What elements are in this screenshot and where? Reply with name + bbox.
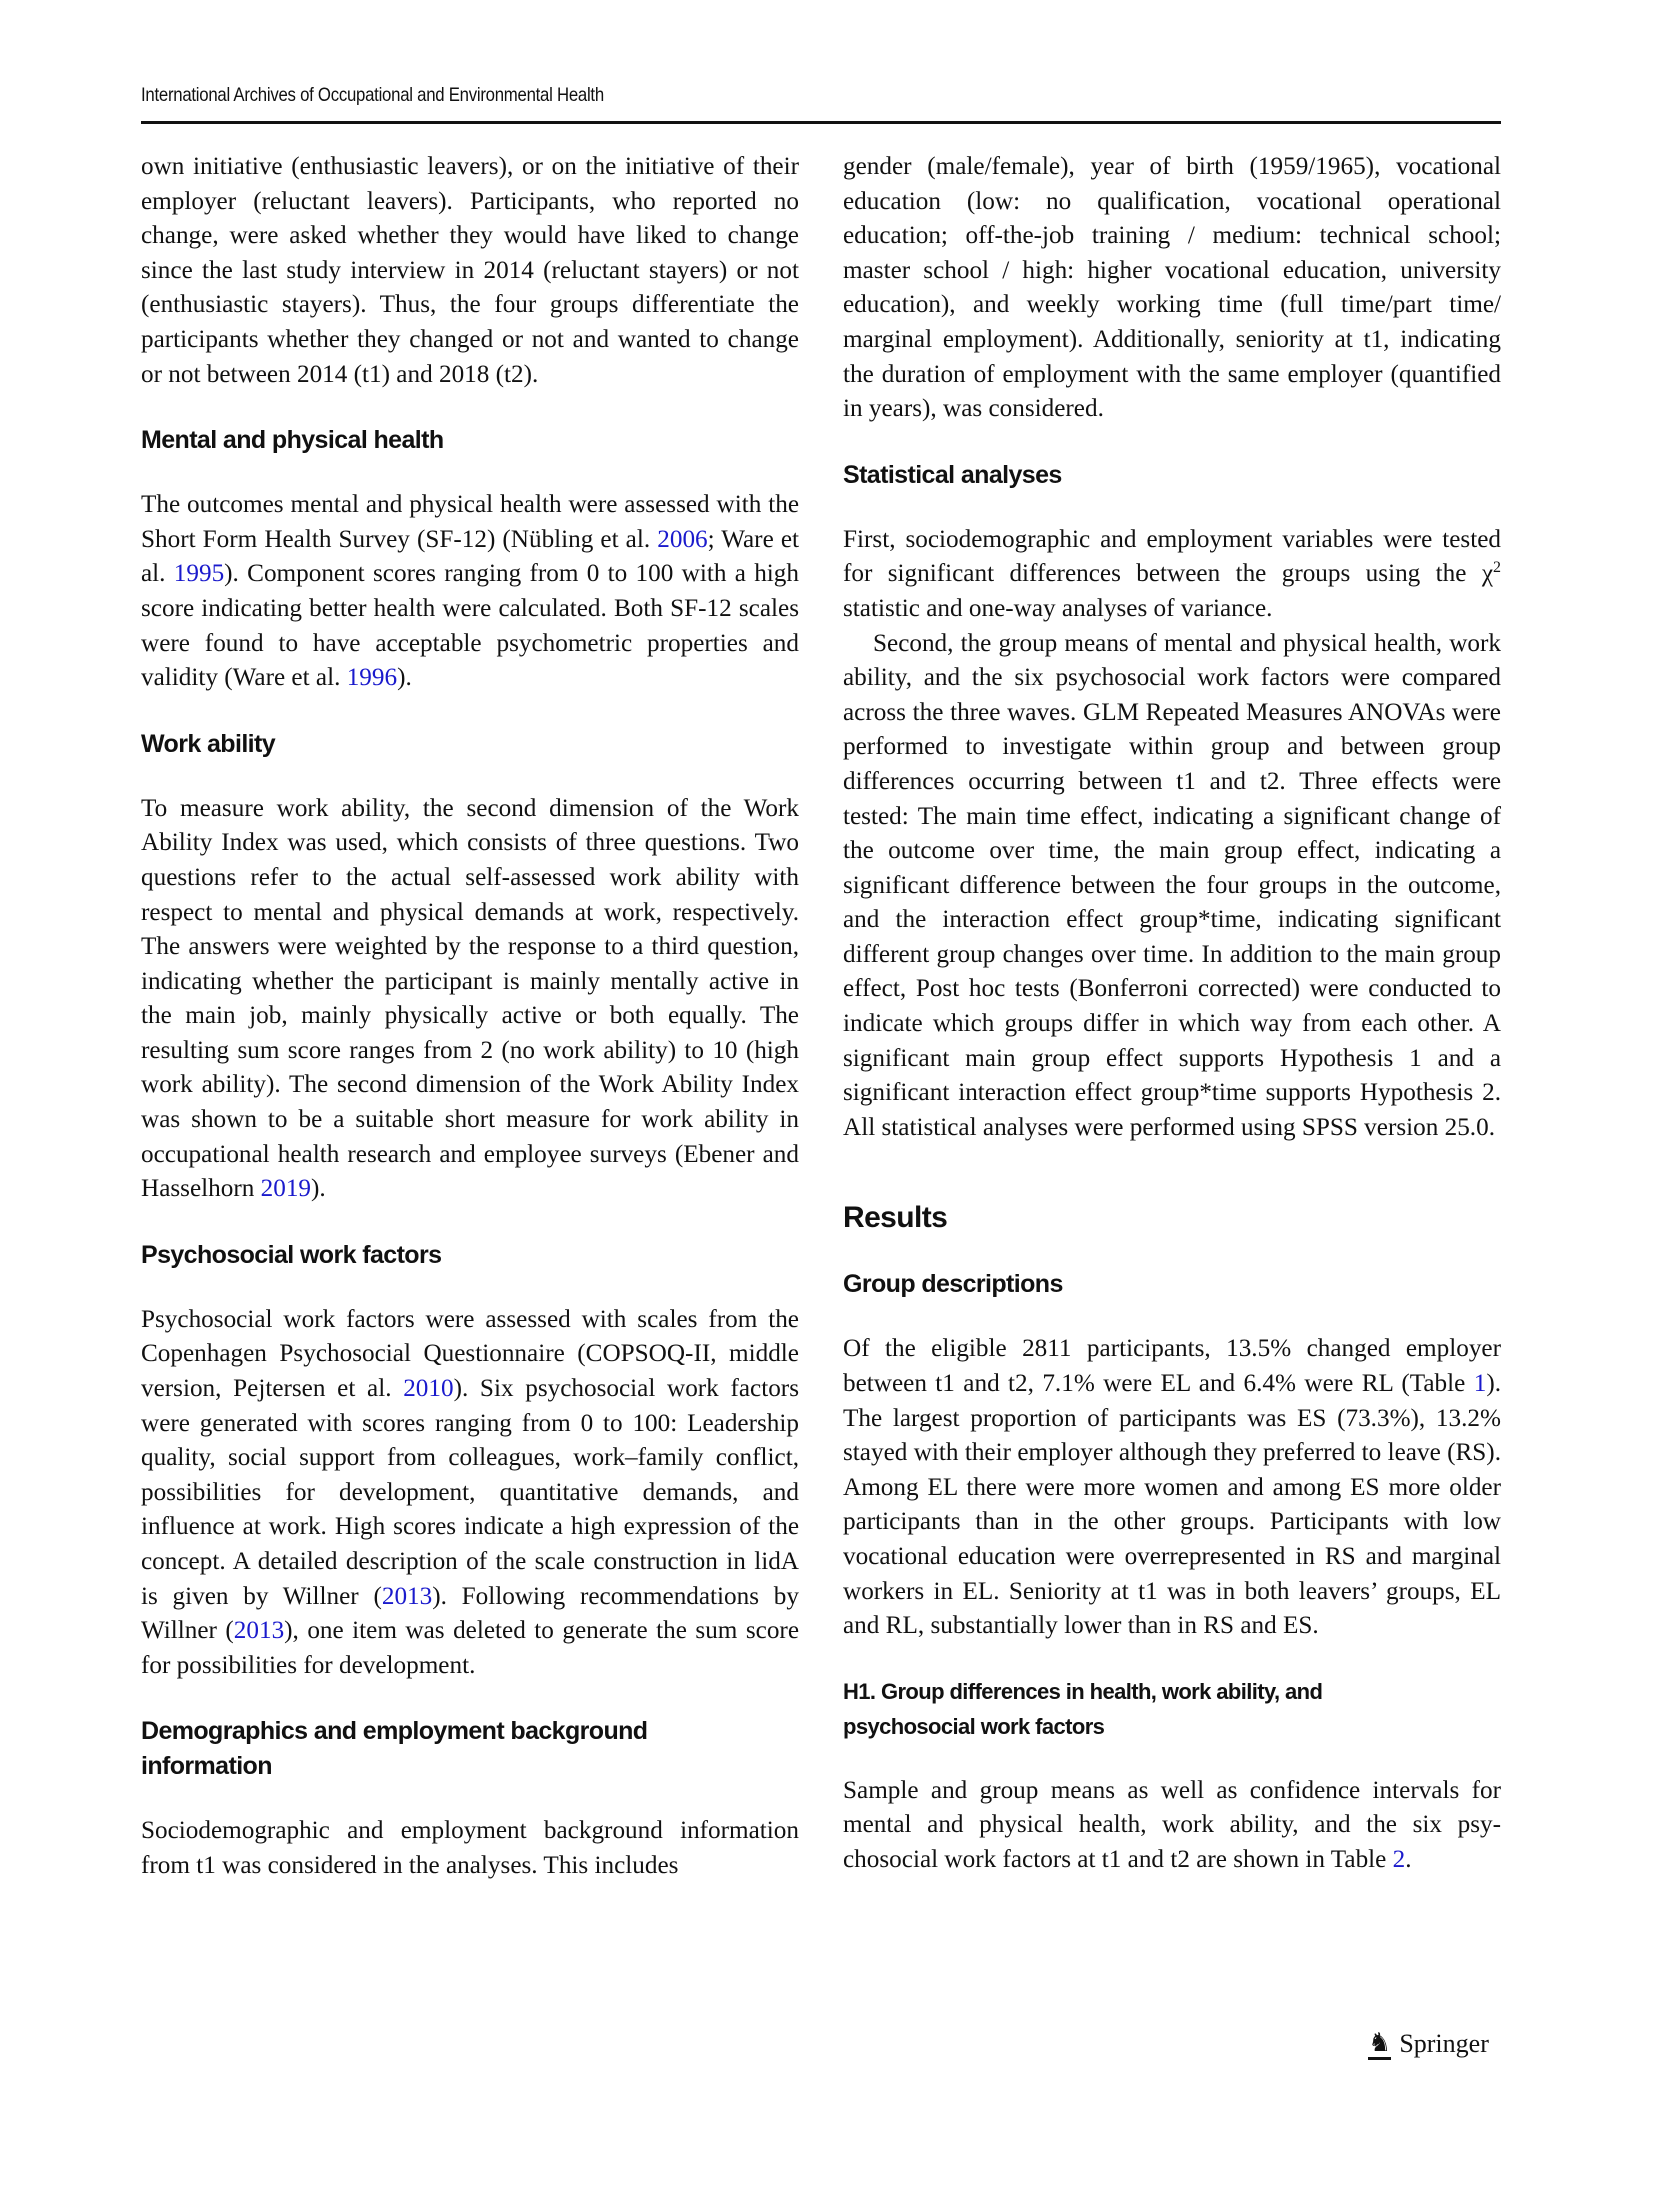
publisher-logo: [1368, 2024, 1489, 2064]
paragraph-demographics-continued: gender (male/female), year of birth (1959/1965), vocational education (low: no qualification, vocational operational education; off-the-job training / medium: technical school; master school / high: higher vocational education, university education), and weekly working time (full time/part time/ marginal employment). Additionally, seniority at t1, indicating the duration of employment with the same employer (quantified in years), was considered.: [843, 153, 1501, 423]
citation-link[interactable]: 1996: [346, 664, 398, 692]
text: ; Ware et al.: [141, 525, 799, 588]
text: Psychosocial work factors were assessed with scales from the Copenhagen Psychosocial Questionnaire (COPSOQ-II, middle version, Pejtersen et al.: [141, 1305, 799, 1403]
table-link[interactable]: 1: [1473, 1370, 1487, 1398]
text: Of the eligible 2811 participants, 13.5% changed employer between t1 and t2, 7.1% were EL and 6.4% were RL (Table: [843, 1335, 1501, 1398]
text: ). The largest proportion of participants was ES (73.3%), 13.2% stayed with their employer although they preferred to leave (RS). Among EL there were more women and among ES more older participants than in the other groups. Participants with low vocational education were overrepresented in RS and marginal workers in EL. Seniority at t1 was in both leavers’ groups, EL and RL, substantially lower than in RS and ES.: [843, 1370, 1501, 1640]
citation-link[interactable]: 2006: [657, 525, 708, 553]
paragraph-mental-physical-health: [141, 488, 799, 696]
superscript: 2: [1493, 559, 1501, 577]
heading-mental-physical-health: Mental and physical health: [141, 426, 444, 455]
right-column: [843, 150, 1501, 1878]
text: Sample and group means as well as confidence intervals for mental and physical health, work ability, and the six psychosocial work factors at t1 and t2 are shown in Table: [843, 1776, 1501, 1873]
running-head-journal-title: International Archives of Occupational and Environmental Health: [141, 84, 604, 106]
heading-demographics: Demographics and employment background information: [141, 1717, 648, 1781]
citation-link[interactable]: 1995: [173, 560, 225, 588]
paragraph-group-descriptions: [843, 1332, 1501, 1643]
text: ). Following recommendations by Willner (: [141, 1582, 799, 1645]
header-rule: [141, 121, 1501, 124]
citation-link[interactable]: 2013: [381, 1582, 433, 1610]
knight-chess-piece-icon: ♞: [1368, 2027, 1392, 2058]
text: First, sociodemographic and employment variables were tested for significant differences between the groups using the χ: [843, 525, 1501, 588]
citation-link[interactable]: 2010: [403, 1375, 454, 1403]
text: To measure work ability, the second dimension of the Work Ability Index was used, which consists of three questions. Two questions refer to the actual self-assessed work ability with respect to mental and physical demands at work, respectively. The answers were weighted by the response to a third question, indicating whether the participant is mainly mentally active in the main job, mainly physically active or both equally. The resulting sum score ranges from 2 (no work ability) to 10 (high work ability). The second dimension of the Work Ability Index was shown to be a suitable short measure for work ability in occupational health research and employee surveys (Ebener and Hasselhorn: [141, 794, 799, 1203]
text: statistic and one-way analyses of variance.: [843, 594, 1273, 622]
heading-h1-group-differences: H1. Group differences in health, work ability, and psychosocial work factors: [843, 1678, 1323, 1739]
paragraph-statistical-1: [843, 523, 1501, 627]
paragraph-statistical-2: Second, the group means of mental and physical health, work ability, and the six psychosocial work factors were compared across the three waves. GLM Repeated Measures ANOVAs were performed to investigate within group and between group differences occurring between t1 and t2. Three effects were tested: The main time effect, indicating a significant change of the outcome over time, the main group effect, indicating a significant difference between the four groups in the outcome, and the interaction effect group*time, indicating significant different group changes over time. In addition to the main group effect, Post hoc tests (Bonferroni corrected) were conducted to indicate which groups differ in which way from each other. A significant main group effect supports Hypothesis 1 and a significant interaction effect group*time supports Hypothesis 2. All statistical analyses were performed using SPSS version 25.0.: [843, 629, 1501, 1141]
text: .: [1405, 1845, 1412, 1873]
paragraph-demographics: Sociodemographic and employment background information from t1 was considered in the analyses. This includes: [141, 1817, 799, 1879]
paragraph-psychosocial-work-factors: [141, 1303, 799, 1684]
table-link[interactable]: 2: [1392, 1845, 1406, 1873]
left-column: [141, 150, 799, 1884]
heading-results: Results: [843, 1201, 948, 1235]
text: ). Six psychosocial work factors were generated with scores ranging from 0 to 100: Leadership quality, social support from colleagues, work–family conflict, possibilities for development, quantitative demands, and influence at work. High scores indicate a high expression of the concept. A detailed description of the scale construction in lidA is given by Willner (: [141, 1375, 799, 1610]
citation-link[interactable]: 2013: [233, 1617, 285, 1645]
text: The outcomes mental and physical health were assessed with the Short Form Health Survey (SF-12) (Nübling et al.: [141, 491, 799, 553]
paragraph-h1: [843, 1774, 1501, 1878]
text: ).: [397, 664, 412, 692]
citation-link[interactable]: 2019: [260, 1175, 311, 1203]
heading-group-descriptions: Group descriptions: [843, 1270, 1063, 1299]
paragraph-work-ability: [141, 792, 799, 1207]
intro-paragraph: own initiative (enthusiastic leavers), or on the initiative of their employer (reluctant leavers). Participants, who reported no change, were asked whether they would have liked to change since the last study interview in 2014 (reluctant stayers) or not (enthusiastic stayers). Thus, the four groups differentiate the participants whether they changed or not and wanted to change or not between 2014 (t1) and 2018 (t2).: [141, 153, 799, 388]
heading-work-ability: Work ability: [141, 729, 276, 758]
heading-psychosocial-work-factors: Psychosocial work factors: [141, 1240, 442, 1269]
text: ). Component scores ranging from 0 to 100 with a high score indicating better health were calculated. Both SF-12 scales were found to have acceptable psychometric properties and validity (Ware et al.: [141, 560, 799, 692]
publisher-name: Springer: [1399, 2029, 1489, 2058]
text: ).: [311, 1175, 326, 1203]
heading-statistical-analyses: Statistical analyses: [843, 460, 1062, 489]
text: ), one item was deleted to generate the sum score for possibilities for development.: [141, 1617, 799, 1679]
